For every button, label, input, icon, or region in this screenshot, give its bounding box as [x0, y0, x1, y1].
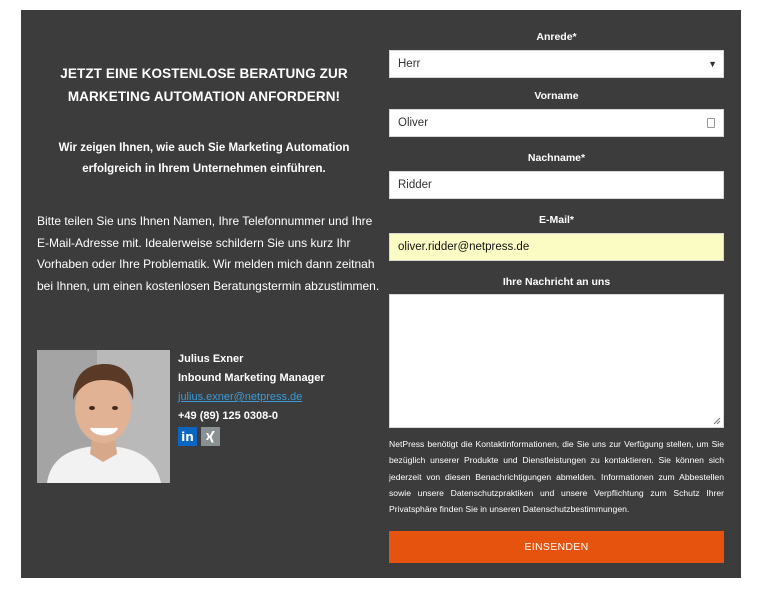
message-label: Ihre Nachricht an uns — [502, 276, 611, 288]
autofill-icon[interactable] — [707, 118, 715, 128]
info-column — [21, 10, 381, 578]
submit-button[interactable]: EINSENDEN — [389, 531, 724, 563]
contact-photo — [37, 350, 170, 483]
vorname-value: Oliver — [398, 117, 429, 129]
social-links — [178, 427, 220, 446]
vorname-field[interactable] — [389, 109, 724, 137]
nachname-value: Ridder — [398, 179, 432, 191]
intro-text: Bitte teilen Sie uns Ihnen Namen, Ihre Telefonnummer und Ihre E-Mail-Adresse mit. Idealerweise schildern Sie uns kurz Ihr Vorhaben oder Ihre Problematik. Wir melden mich dann zeitnah bei Ihnen, um einen kostenlosen Beratungstermin abzustimmen. — [37, 214, 380, 293]
email-value: oliver.ridder@netpress.de — [398, 241, 530, 253]
contact-email-link[interactable]: julius.exner@netpress.de — [178, 391, 303, 403]
chevron-down-icon: ▼ — [708, 59, 717, 69]
person-portrait-icon — [37, 350, 170, 483]
message-textarea[interactable] — [389, 294, 724, 428]
xing-glyph-icon — [204, 430, 217, 444]
resize-handle-icon[interactable] — [713, 417, 721, 425]
page-subline: Wir zeigen Ihnen, wie auch Sie Marketing Automation erfolgreich in Ihrem Unternehmen einführen. — [58, 142, 350, 175]
contact-phone: +49 (89) 125 0308-0 — [178, 410, 278, 422]
anrede-select[interactable] — [389, 50, 724, 78]
privacy-notice: NetPress benötigt die Kontaktinformationen, die Sie uns zur Verfügung stellen, um Sie bezüglich unserer Produkte und Dienstleistungen zu kontaktieren. Sie können sich jederzeit von diesen Benachrichtigungen abmelden. Informationen zum Abbestellen sowie unsere Datenschutzpraktiken und unsere Verpflichtung zum Schutz Ihrer Privatsphäre finden Sie in unseren Datenschutzbestimmungen. — [389, 439, 724, 515]
contact-name: Julius Exner — [178, 353, 244, 365]
xing-icon[interactable] — [201, 427, 220, 446]
contact-details — [178, 350, 378, 426]
linkedin-icon[interactable]: in — [178, 427, 197, 446]
page-headline: JETZT EINE KOSTENLOSE BERATUNG ZUR MARKETING AUTOMATION ANFORDERN! — [60, 66, 348, 104]
anrede-label: Anrede* — [536, 31, 577, 43]
email-field[interactable] — [389, 233, 724, 261]
email-label: E-Mail* — [538, 214, 574, 226]
anrede-value: Herr — [398, 58, 421, 70]
nachname-field[interactable] — [389, 171, 724, 199]
vorname-label: Vorname — [534, 90, 579, 102]
nachname-label: Nachname* — [527, 152, 586, 164]
contact-form — [389, 10, 724, 578]
contact-role: Inbound Marketing Manager — [178, 372, 325, 384]
contact-panel — [21, 10, 741, 578]
